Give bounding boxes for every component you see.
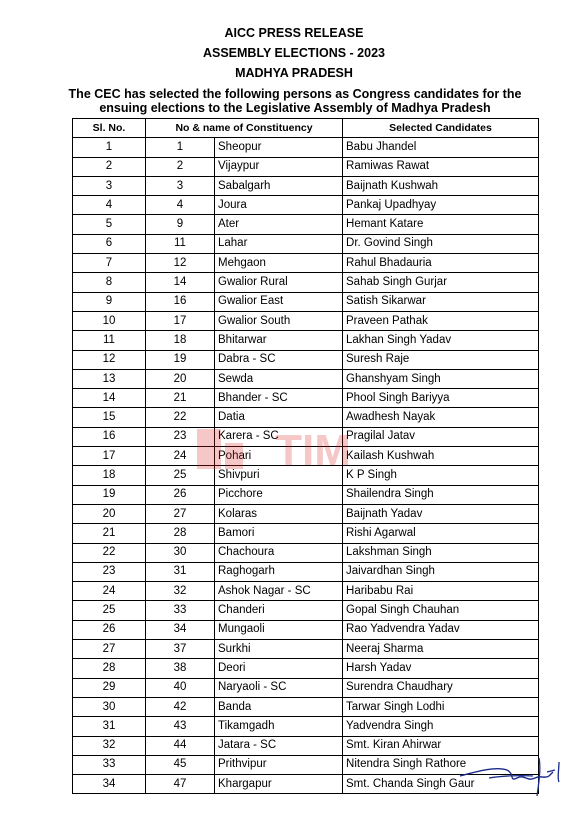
cell-candidate-name: Smt. Chanda Singh Gaur [343,775,539,794]
cell-sl-no: 3 [73,176,146,195]
cell-constituency-name: Naryaoli - SC [215,678,343,697]
col-header-sl-no: Sl. No. [73,119,146,138]
cell-constituency-name: Vijaypur [215,157,343,176]
table-header-row [73,119,539,138]
table-row [73,601,539,620]
candidates-table [72,118,539,794]
cell-candidate-name: Suresh Raje [343,350,539,369]
cell-constituency-name: Ashok Nagar - SC [215,582,343,601]
table-row [73,678,539,697]
cell-sl-no: 18 [73,466,146,485]
cell-candidate-name: Praveen Pathak [343,311,539,330]
cell-constituency-name: Raghogarh [215,562,343,581]
cell-candidate-name: Lakhan Singh Yadav [343,331,539,350]
cell-constituency-name: Tikamgadh [215,717,343,736]
table-row [73,504,539,523]
cell-constituency-name: Banda [215,697,343,716]
cell-sl-no: 31 [73,717,146,736]
cell-candidate-name: Tarwar Singh Lodhi [343,697,539,716]
table-row [73,157,539,176]
cell-sl-no: 22 [73,543,146,562]
cell-candidate-name: Awadhesh Nayak [343,408,539,427]
cell-constituency-name: Picchore [215,485,343,504]
cell-sl-no: 1 [73,138,146,157]
cell-constituency-no: 31 [146,562,215,581]
cell-constituency-no: 40 [146,678,215,697]
cell-candidate-name: Baijnath Yadav [343,504,539,523]
cell-constituency-no: 37 [146,640,215,659]
intro-text: The CEC has selected the following persons as Congress candidates for the ensuing elections to the Legislative Assembly of Madhya Pradesh [68,87,522,115]
cell-constituency-no: 19 [146,350,215,369]
cell-constituency-name: Lahar [215,234,343,253]
cell-constituency-no: 12 [146,254,215,273]
cell-constituency-no: 32 [146,582,215,601]
table-row [73,640,539,659]
cell-constituency-no: 14 [146,273,215,292]
cell-sl-no: 17 [73,447,146,466]
cell-candidate-name: Jaivardhan Singh [343,562,539,581]
table-row [73,466,539,485]
table-row [73,389,539,408]
cell-constituency-no: 45 [146,755,215,774]
cell-sl-no: 2 [73,157,146,176]
table-row [73,447,539,466]
table-row [73,524,539,543]
cell-candidate-name: Neeraj Sharma [343,640,539,659]
cell-constituency-no: 34 [146,620,215,639]
cell-constituency-no: 3 [146,176,215,195]
cell-sl-no: 5 [73,215,146,234]
cell-candidate-name: Yadvendra Singh [343,717,539,736]
cell-constituency-name: Jatara - SC [215,736,343,755]
cell-constituency-no: 42 [146,697,215,716]
cell-sl-no: 19 [73,485,146,504]
cell-sl-no: 10 [73,311,146,330]
cell-constituency-name: Chanderi [215,601,343,620]
table-row [73,659,539,678]
cell-candidate-name: Ramiwas Rawat [343,157,539,176]
signature-icon [455,752,575,800]
cell-constituency-no: 1 [146,138,215,157]
cell-constituency-no: 26 [146,485,215,504]
cell-candidate-name: Pragilal Jatav [343,427,539,446]
cell-constituency-name: Sewda [215,369,343,388]
cell-constituency-no: 22 [146,408,215,427]
cell-candidate-name: Smt. Kiran Ahirwar [343,736,539,755]
cell-sl-no: 9 [73,292,146,311]
table-row [73,215,539,234]
table-row [73,331,539,350]
election-title: ASSEMBLY ELECTIONS - 2023 [202,46,385,60]
cell-sl-no: 30 [73,697,146,716]
cell-candidate-name: Rishi Agarwal [343,524,539,543]
cell-candidate-name: Harsh Yadav [343,659,539,678]
cell-constituency-no: 16 [146,292,215,311]
cell-constituency-name: Pohari [215,447,343,466]
cell-candidate-name: Dr. Govind Singh [343,234,539,253]
cell-sl-no: 27 [73,640,146,659]
cell-sl-no: 6 [73,234,146,253]
cell-constituency-name: Kolaras [215,504,343,523]
cell-sl-no: 34 [73,775,146,794]
cell-constituency-name: Ater [215,215,343,234]
table-row [73,717,539,736]
table-row [73,311,539,330]
table-row [73,427,539,446]
cell-sl-no: 28 [73,659,146,678]
cell-constituency-no: 44 [146,736,215,755]
table-row [73,273,539,292]
cell-sl-no: 33 [73,755,146,774]
cell-constituency-name: Datia [215,408,343,427]
cell-constituency-no: 21 [146,389,215,408]
cell-sl-no: 16 [73,427,146,446]
cell-candidate-name: Haribabu Rai [343,582,539,601]
table-body [73,138,539,794]
cell-constituency-no: 33 [146,601,215,620]
cell-sl-no: 12 [73,350,146,369]
cell-sl-no: 7 [73,254,146,273]
cell-sl-no: 14 [73,389,146,408]
cell-sl-no: 32 [73,736,146,755]
cell-candidate-name: Gopal Singh Chauhan [343,601,539,620]
cell-candidate-name: Rahul Bhadauria [343,254,539,273]
table-row [73,543,539,562]
table-row [73,196,539,215]
table-row [73,350,539,369]
cell-constituency-name: Joura [215,196,343,215]
cell-sl-no: 24 [73,582,146,601]
cell-sl-no: 8 [73,273,146,292]
table-row [73,620,539,639]
cell-candidate-name: Babu Jhandel [343,138,539,157]
cell-constituency-name: Gwalior Rural [215,273,343,292]
cell-constituency-name: Sheopur [215,138,343,157]
col-header-constituency: No & name of Constituency [146,119,343,138]
cell-sl-no: 20 [73,504,146,523]
table-row [73,485,539,504]
cell-candidate-name: Shailendra Singh [343,485,539,504]
cell-constituency-name: Khargapur [215,775,343,794]
table-row [73,562,539,581]
cell-constituency-no: 11 [146,234,215,253]
cell-candidate-name: Lakshman Singh [343,543,539,562]
cell-constituency-no: 38 [146,659,215,678]
cell-constituency-name: Chachoura [215,543,343,562]
cell-constituency-name: Deori [215,659,343,678]
watermark-text: TIM [275,426,351,475]
cell-constituency-name: Dabra - SC [215,350,343,369]
cell-sl-no: 21 [73,524,146,543]
cell-candidate-name: Nitendra Singh Rathore [343,755,539,774]
cell-candidate-name: Surendra Chaudhary [343,678,539,697]
cell-constituency-no: 2 [146,157,215,176]
cell-constituency-name: Bhander - SC [215,389,343,408]
cell-candidate-name: Phool Singh Bariyya [343,389,539,408]
cell-sl-no: 23 [73,562,146,581]
cell-sl-no: 26 [73,620,146,639]
table-row [73,176,539,195]
col-header-candidates: Selected Candidates [343,119,539,138]
cell-candidate-name: Pankaj Upadhyay [343,196,539,215]
cell-candidate-name: Rao Yadvendra Yadav [343,620,539,639]
table-row [73,582,539,601]
cell-sl-no: 25 [73,601,146,620]
cell-candidate-name: Kailash Kushwah [343,447,539,466]
table-row [73,697,539,716]
table-row [73,369,539,388]
table-row [73,254,539,273]
cell-constituency-name: Sabalgarh [215,176,343,195]
cell-constituency-name: Shivpuri [215,466,343,485]
cell-constituency-name: Karera - SC [215,427,343,446]
cell-constituency-no: 24 [146,447,215,466]
cell-constituency-no: 17 [146,311,215,330]
cell-sl-no: 29 [73,678,146,697]
cell-constituency-no: 28 [146,524,215,543]
press-release-title: AICC PRESS RELEASE [224,26,364,40]
cell-constituency-name: Bhitarwar [215,331,343,350]
cell-constituency-no: 9 [146,215,215,234]
cell-constituency-no: 23 [146,427,215,446]
cell-constituency-name: Mehgaon [215,254,343,273]
table-row [73,234,539,253]
cell-constituency-no: 47 [146,775,215,794]
cell-constituency-no: 20 [146,369,215,388]
cell-constituency-name: Bamori [215,524,343,543]
cell-constituency-name: Gwalior South [215,311,343,330]
cell-sl-no: 15 [73,408,146,427]
cell-candidate-name: Sahab Singh Gurjar [343,273,539,292]
cell-constituency-name: Mungaoli [215,620,343,639]
cell-constituency-name: Prithvipur [215,755,343,774]
cell-constituency-no: 30 [146,543,215,562]
table-row [73,292,539,311]
cell-constituency-no: 4 [146,196,215,215]
cell-constituency-name: Surkhi [215,640,343,659]
cell-candidate-name: Ghanshyam Singh [343,369,539,388]
table-row [73,408,539,427]
cell-candidate-name: Satish Sikarwar [343,292,539,311]
cell-sl-no: 13 [73,369,146,388]
cell-constituency-no: 43 [146,717,215,736]
cell-constituency-name: Gwalior East [215,292,343,311]
cell-constituency-no: 25 [146,466,215,485]
cell-constituency-no: 27 [146,504,215,523]
cell-sl-no: 11 [73,331,146,350]
state-title: MADHYA PRADESH [235,66,353,80]
cell-candidate-name: Hemant Katare [343,215,539,234]
table-row [73,138,539,157]
cell-sl-no: 4 [73,196,146,215]
cell-constituency-no: 18 [146,331,215,350]
cell-candidate-name: Baijnath Kushwah [343,176,539,195]
cell-candidate-name: K P Singh [343,466,539,485]
